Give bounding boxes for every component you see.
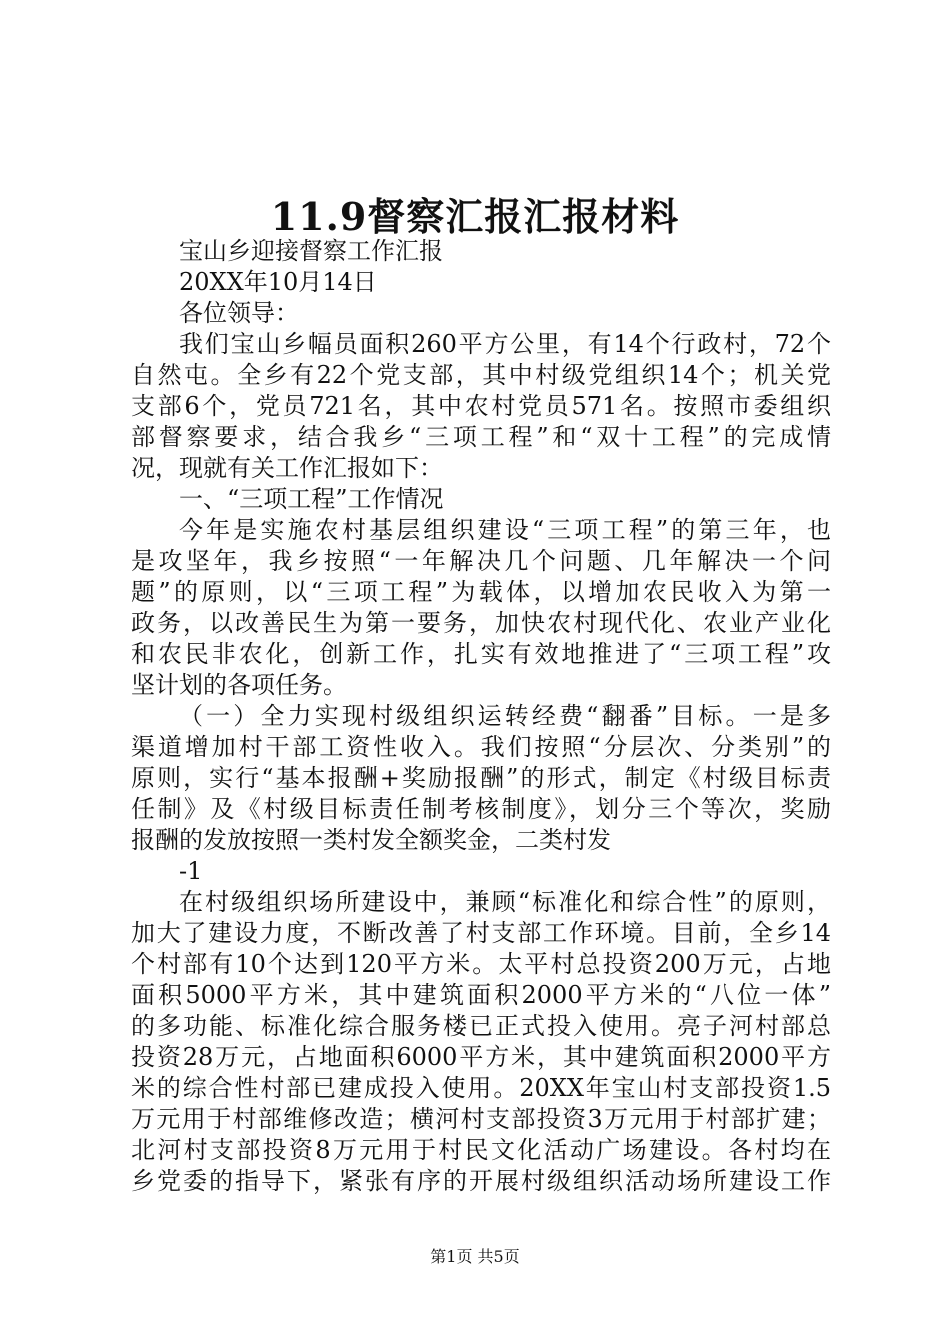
body-line: 北河村支部投资8万元用于村民文化活动广场建设。各村均在 <box>131 1136 831 1164</box>
body-line: 政务，以改善民生为第一要务，加快农村现代化、农业产业化 <box>131 609 831 637</box>
document-title: 11.9督察汇报汇报材料 <box>270 194 680 239</box>
body-line: 况，现就有关工作汇报如下： <box>131 454 443 482</box>
document-body <box>131 236 831 1197</box>
body-line: 20XX年10月14日 <box>179 268 377 296</box>
body-line: 今年是实施农村基层组织建设“三项工程”的第三年，也 <box>179 516 831 544</box>
body-line: -1 <box>179 857 203 885</box>
body-line: 各位领导： <box>179 299 299 327</box>
body-line: 渠道增加村干部工资性收入。我们按照“分层次、分类别”的 <box>131 733 831 761</box>
body-line: 万元用于村部维修改造；横河村支部投资3万元用于村部扩建； <box>131 1105 831 1133</box>
body-line: （一）全力实现村级组织运转经费“翻番”目标。一是多 <box>179 702 831 730</box>
body-line: 的多功能、标准化综合服务楼已正式投入使用。亮子河村部总 <box>131 1012 831 1040</box>
body-line: 我们宝山乡幅员面积260平方公里，有14个行政村，72个 <box>179 330 831 358</box>
body-line: 自然屯。全乡有22个党支部，其中村级党组织14个；机关党 <box>131 361 831 389</box>
body-line: 一、“三项工程”工作情况 <box>179 485 444 513</box>
body-line: 任制》及《村级目标责任制考核制度》，划分三个等次，奖励 <box>131 795 831 823</box>
body-line: 乡党委的指导下，紧张有序的开展村级组织活动场所建设工作 <box>131 1167 831 1195</box>
body-line: 宝山乡迎接督察工作汇报 <box>179 237 443 265</box>
body-line: 坚计划的各项任务。 <box>131 671 347 699</box>
body-line: 米的综合性村部已建成投入使用。20XX年宝山村支部投资1.5 <box>131 1074 831 1102</box>
body-line: 原则，实行“基本报酬+奖励报酬”的形式，制定《村级目标责 <box>131 764 831 792</box>
body-line: 个村部有10个达到120平方米。太平村总投资200万元，占地 <box>131 950 831 978</box>
body-line: 投资28万元，占地面积6000平方米，其中建筑面积2000平方 <box>131 1043 831 1071</box>
body-line: 报酬的发放按照一类村发全额奖金，二类村发 <box>131 826 611 854</box>
body-line: 题”的原则，以“三项工程”为载体，以增加农民收入为第一 <box>131 578 831 606</box>
body-line: 在村级组织场所建设中，兼顾“标准化和综合性”的原则， <box>179 888 831 916</box>
page-footer: 第1页 共5页 <box>430 1247 520 1266</box>
body-line: 部督察要求，结合我乡“三项工程”和“双十工程”的完成情 <box>131 423 831 451</box>
body-line: 支部6个，党员721名，其中农村党员571名。按照市委组织 <box>131 392 831 420</box>
body-line: 加大了建设力度，不断改善了村支部工作环境。目前，全乡14 <box>131 919 831 947</box>
body-line: 面积5000平方米，其中建筑面积2000平方米的“八位一体” <box>131 981 831 1009</box>
body-line: 和农民非农化，创新工作，扎实有效地推进了“三项工程”攻 <box>131 640 831 668</box>
body-line: 是攻坚年，我乡按照“一年解决几个问题、几年解决一个问 <box>131 547 831 575</box>
